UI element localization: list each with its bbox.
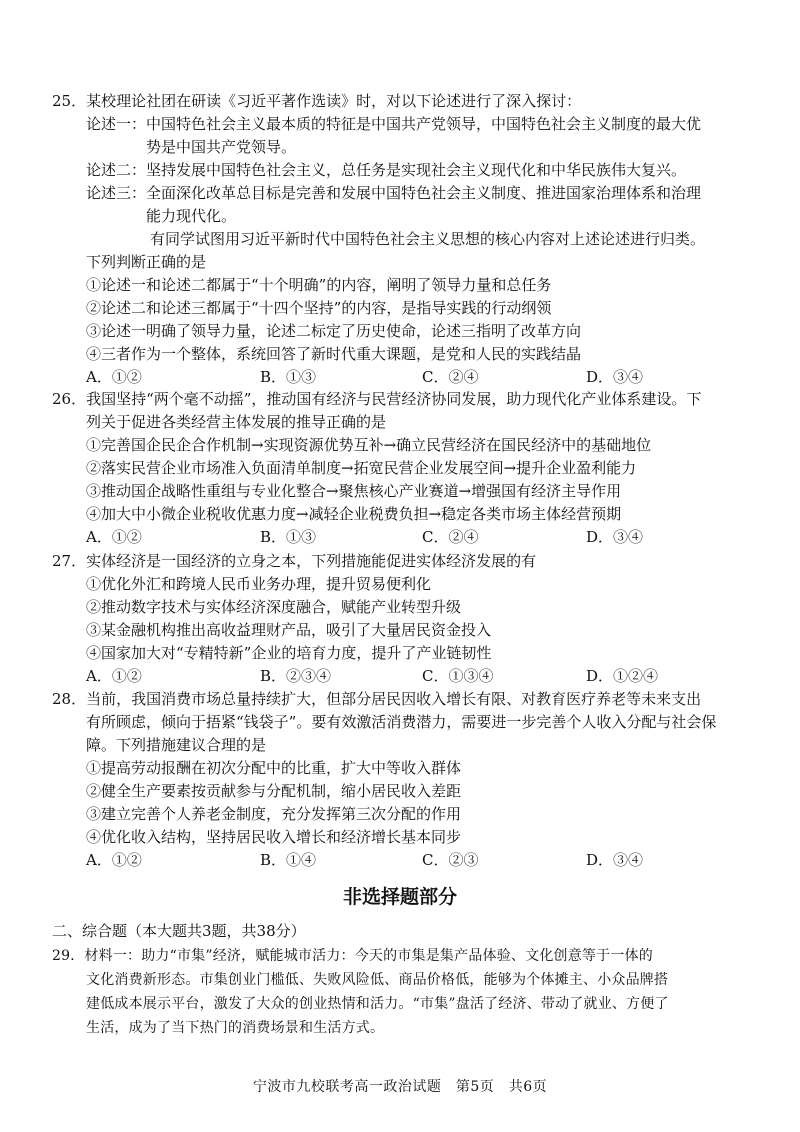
q25-stem: 25．某校理论社团在研读《习近平著作选读》时，对以下论述进行了深入探讨：	[52, 92, 582, 110]
part-two-heading: 二、综合题（本大题共3题，共38分）	[52, 922, 306, 940]
q25-options	[52, 366, 757, 389]
q29-line-4: 生活，成为了当下热门的消费场景和生活方式。	[86, 1020, 385, 1036]
question-27	[52, 550, 757, 688]
q25-option-c: C．②④	[422, 368, 479, 386]
q28-item-2: ②健全生产要素按贡献参与分配机制，缩小居民收入差距	[86, 782, 462, 800]
q26-option-b: B．①③	[260, 528, 317, 546]
q27-stem: 27．实体经济是一国经济的立身之本，下列措施能促进实体经济发展的有	[52, 552, 537, 570]
q29-line-2: 文化消费新形态。市集创业门槛低、失败风险低、商品价格低，能够为个体摊主、小众品牌搭	[86, 972, 669, 988]
q28-item-1: ①提高劳动报酬在初次分配中的比重，扩大中等收入群体	[86, 759, 462, 777]
q27-item-3: ③某金融机构推出高收益理财产品，吸引了大量居民资金投入	[86, 621, 492, 639]
q25-context: 有同学试图用习近平新时代中国特色社会主义思想的核心内容对上述论述进行归类。	[150, 230, 706, 248]
q25-item-1: ①论述一和论述二都属于“十个明确”的内容，阐明了领导力量和总任务	[86, 276, 552, 294]
q25-option-b: B．①③	[260, 368, 317, 386]
q25-item-2: ②论述二和论述三都属于“十四个坚持”的内容，是指导实践的行动纲领	[86, 299, 552, 317]
q28-option-a: A．①②	[86, 851, 142, 869]
q28-item-4: ④优化收入结构，坚持居民收入增长和经济增长基本同步	[86, 828, 462, 846]
q25-statement-1-line-1: 论述一：中国特色社会主义最本质的特征是中国共产党领导，中国特色社会主义制度的最大优	[86, 115, 702, 133]
q25-statement-1-line-2: 势是中国共产党领导。	[146, 138, 297, 156]
question-29	[52, 944, 757, 1040]
q26-options	[52, 526, 757, 549]
q25-statement-3-line-2: 能力现代化。	[146, 207, 237, 225]
q28-option-c: C．②③	[422, 851, 479, 869]
q28-options	[52, 849, 757, 872]
q26-item-3: ③推动国企战略性重组与专业化整合→聚焦核心产业赛道→增强国有经济主导作用	[86, 482, 622, 500]
q25-statement-2: 论述二：坚持发展中国特色社会主义，总任务是实现社会主义现代化和中华民族伟大复兴。	[86, 161, 687, 179]
q26-item-2: ②落实民营企业市场准入负面清单制度→拓宽民营企业发展空间→提升企业盈利能力	[86, 459, 637, 477]
q26-item-1: ①完善国企民企合作机制→实现资源优势互补→确立民营经济在国民经济中的基础地位	[86, 436, 652, 454]
q28-stem-line-1: 28．当前，我国消费市场总量持续扩大，但部分居民因收入增长有限、对教育医疗养老等未来支出	[52, 690, 702, 708]
q25-option-d: D．③④	[586, 368, 644, 386]
q25-item-4: ④三者作为一个整体，系统回答了新时代重大课题，是党和人民的实践结晶	[86, 345, 582, 363]
q27-option-c: C．①③④	[422, 667, 494, 685]
q25-ask: 下列判断正确的是	[86, 253, 207, 271]
q27-option-d: D．①②④	[586, 667, 659, 685]
q28-option-d: D．③④	[586, 851, 644, 869]
q29-line-1: 29．材料一：助力“市集”经济，赋能城市活力：今天的市集是集产品体验、文化创意等于一体的	[52, 948, 653, 964]
section-title: 非选择题部分	[342, 886, 457, 908]
q27-options	[52, 665, 757, 688]
q27-option-b: B．②③④	[260, 667, 332, 685]
q27-item-4: ④国家加大对“专精特新”企业的培育力度，提升了产业链韧性	[86, 644, 492, 662]
page-footer: 宁波市九校联考高一政治试题 第5页 共6页	[252, 1079, 548, 1095]
q26-option-c: C．②④	[422, 528, 479, 546]
q28-stem-line-2: 有所顾虑，倾向于捂紧“钱袋子”。要有效激活消费潜力，需要进一步完善个人收入分配与社会保	[86, 713, 717, 731]
question-28	[52, 688, 757, 872]
question-26	[52, 388, 757, 549]
q28-stem-line-3: 障。下列措施建议合理的是	[86, 736, 267, 754]
q25-option-a: A．①②	[86, 368, 142, 386]
q25-item-3: ③论述一明确了领导力量，论述二标定了历史使命，论述三指明了改革方向	[86, 322, 582, 340]
q27-item-1: ①优化外汇和跨境人民币业务办理，提升贸易便利化	[86, 575, 432, 593]
q28-item-3: ③建立完善个人养老金制度，充分发挥第三次分配的作用	[86, 805, 462, 823]
q26-stem-line-2: 列关于促进各类经营主体发展的推导正确的是	[86, 413, 387, 431]
q26-option-a: A．①②	[86, 528, 142, 546]
q26-option-d: D．③④	[586, 528, 644, 546]
q28-option-b: B．①④	[260, 851, 317, 869]
q27-option-a: A．①②	[86, 667, 142, 685]
q27-item-2: ②推动数字技术与实体经济深度融合，赋能产业转型升级	[86, 598, 462, 616]
question-25	[52, 90, 757, 389]
q29-line-3: 建低成本展示平台，激发了大众的创业热情和活力。“市集”盘活了经济、带动了就业、方便了	[86, 996, 669, 1012]
q25-statement-3-line-1: 论述三：全面深化改革总目标是完善和发展中国特色社会主义制度、推进国家治理体系和治理	[86, 184, 702, 202]
q26-item-4: ④加大中小微企业税收优惠力度→减轻企业税费负担→稳定各类市场主体经营预期	[86, 505, 622, 523]
q26-stem-line-1: 26．我国坚持“两个毫不动摇”，推动国有经济与民营经济协同发展，助力现代化产业体系建设。下	[52, 390, 702, 408]
